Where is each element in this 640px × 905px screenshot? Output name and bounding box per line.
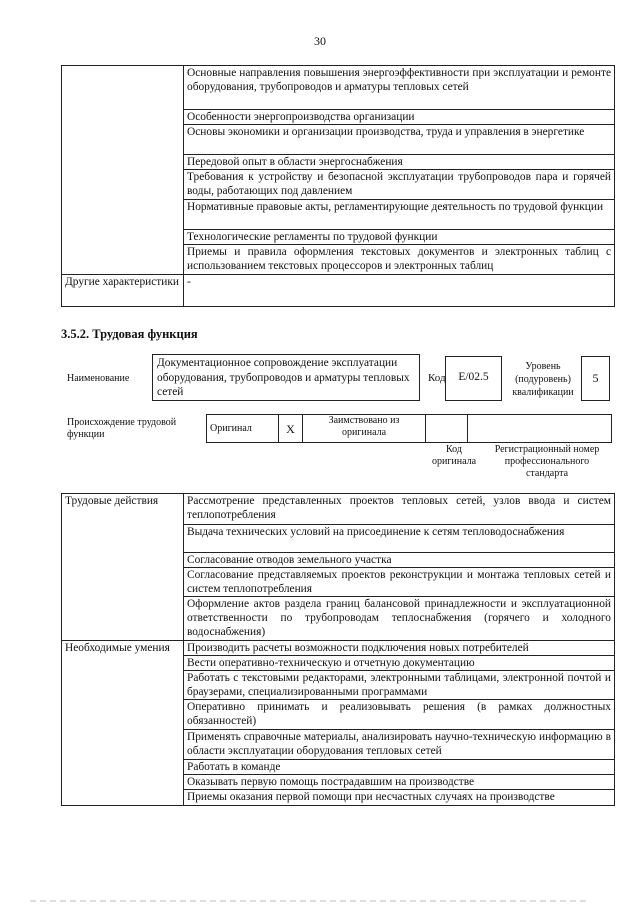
skill-item: Работать в команде — [184, 760, 615, 775]
actions-label: Трудовые действия — [62, 494, 184, 641]
origin-code-caption: Код оригинала — [431, 444, 477, 467]
origin-borrowed-label: Заимствовано из оригинала — [303, 415, 426, 443]
knowledge-item: Нормативные правовые акты, регламентирующие деятельность по трудовой функции — [184, 200, 615, 230]
skill-item: Применять справочные материалы, анализировать научно-техническую информацию в области эксплуатации оборудования тепловых сетей — [184, 730, 615, 760]
name-label: Наименование — [67, 373, 130, 384]
origin-original-mark: X — [279, 415, 303, 443]
level-box — [581, 356, 610, 401]
origin-code-cell — [426, 415, 468, 443]
action-item: Рассмотрение представленных проектов тепловых сетей, узлов ввода и систем теплопотребления — [184, 494, 615, 525]
knowledge-label-cell — [62, 66, 184, 275]
section-title: 3.5.2. Трудовая функция — [61, 327, 198, 341]
code-label: Код — [428, 372, 446, 384]
knowledge-item: Основы экономики и организации производства, труда и управления в энергетике — [184, 125, 615, 155]
other-characteristics-value: - — [184, 275, 615, 307]
skills-label: Необходимые умения — [62, 641, 184, 806]
action-item: Согласование отводов земельного участка — [184, 553, 615, 568]
scan-artifact-line — [30, 900, 590, 902]
level-label: Уровень (подуровень) квалификации — [512, 361, 574, 398]
knowledge-item: Особенности энергопроизводства организации — [184, 110, 615, 125]
action-item: Выдача технических условий на присоединение к сетям тепловодоснабжения — [184, 525, 615, 553]
origin-table — [206, 414, 612, 443]
code-value: E/02.5 — [458, 371, 489, 383]
origin-reg-caption: Регистрационный номер профессионального стандарта — [494, 444, 600, 479]
action-item: Согласование представляемых проектов реконструкции и монтажа тепловых сетей и систем теплопотребления — [184, 568, 615, 597]
skill-item: Приемы оказания первой помощи при несчастных случаях на производстве — [184, 790, 615, 806]
knowledge-item: Требования к устройству и безопасной эксплуатации трубопроводов пара и горячей воды, работающих под давлением — [184, 170, 615, 200]
origin-reg-cell — [468, 415, 612, 443]
origin-original-label: Оригинал — [207, 415, 279, 443]
name-value: Документационное сопровождение эксплуатации оборудования, трубопроводов и арматуры тепловых сетей — [157, 357, 410, 398]
skill-item: Работать с текстовыми редакторами, электронными таблицами, электронной почтой и браузерами, специализированными программами — [184, 671, 615, 700]
name-box — [152, 354, 420, 401]
level-value: 5 — [592, 371, 599, 385]
skill-item: Оперативно принимать и реализовывать решения (в рамках должностных обязанностей) — [184, 700, 615, 730]
code-box — [445, 356, 502, 401]
knowledge-item: Передовой опыт в области энергоснабжения — [184, 155, 615, 170]
action-item: Оформление актов раздела границ балансовой принадлежности и эксплуатационной ответственности по трубопроводам теплоснабжения (горячего и холодного водоснабжения) — [184, 597, 615, 641]
origin-label: Происхождение трудовой функции — [67, 417, 177, 440]
knowledge-item: Технологические регламенты по трудовой функции — [184, 230, 615, 245]
skill-item: Оказывать первую помощь пострадавшим на производстве — [184, 775, 615, 790]
knowledge-item: Основные направления повышения энергоэффективности при эксплуатации и ремонте оборудования, трубопроводов и арматуры тепловых сетей — [184, 66, 615, 110]
skill-item: Производить расчеты возможности подключения новых потребителей — [184, 641, 615, 656]
knowledge-table — [61, 65, 615, 307]
actions-table — [61, 493, 615, 806]
other-characteristics-label: Другие характеристики — [62, 275, 184, 307]
skill-item: Вести оперативно-техническую и отчетную документацию — [184, 656, 615, 671]
knowledge-item: Приемы и правила оформления текстовых документов и электронных таблиц с использованием текстовых процессоров и электронных таблиц — [184, 245, 615, 275]
page-number: 30 — [314, 34, 326, 48]
